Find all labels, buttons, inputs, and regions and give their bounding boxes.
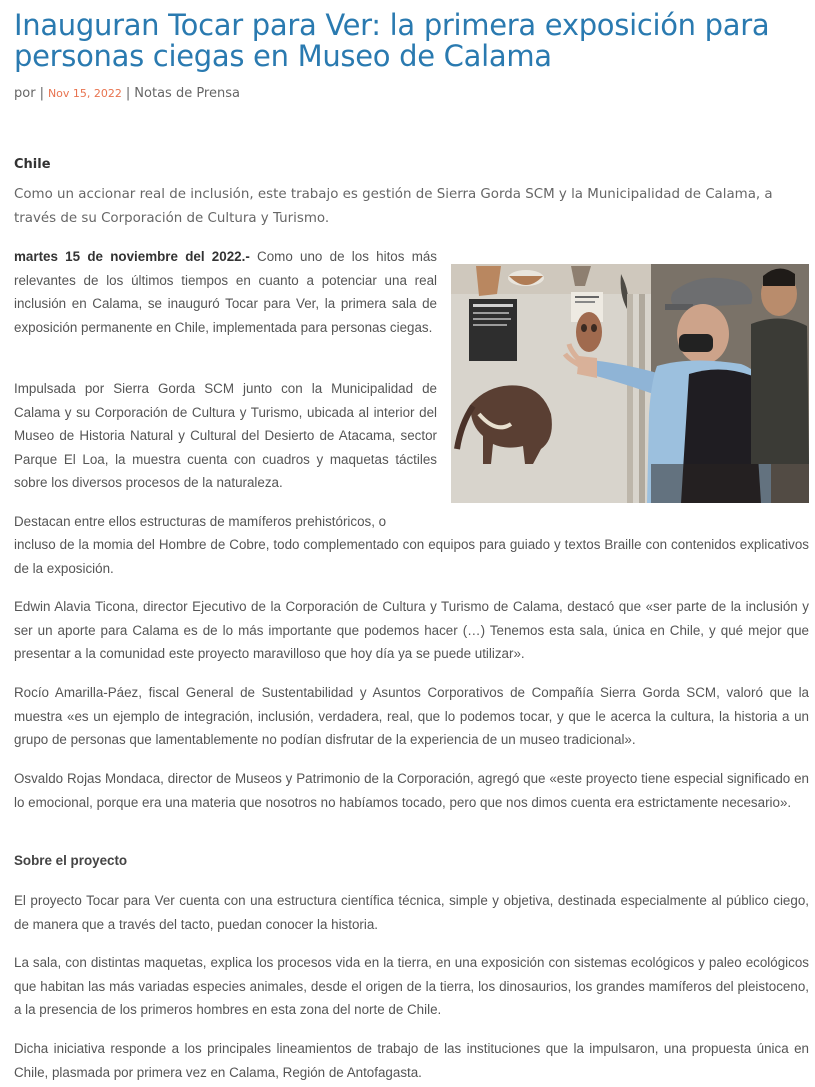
post-meta: por | Nov 15, 2022 | Notas de Prensa (14, 86, 240, 101)
paragraph-1-date: martes 15 de noviembre del 2022.- (14, 249, 250, 264)
paragraph-1-text: Como uno de los hitos más relevantes de los últimos tiempos en cuanto a potenciar una real inclusión en Calama, se inauguró Tocar para Ver, la primera sala de exposición permanente en Chile, implementada para personas ciegas. (14, 249, 437, 335)
post-date: Nov 15, 2022 (47, 87, 122, 100)
region-label: Chile (14, 157, 51, 172)
paragraph-4: Edwin Alavia Ticona, director Ejecutivo de la Corporación de Cultura y Turismo de Calama, destacó que «ser parte de la inclusión y ser un aporte para Calama es de lo más importante que podemos hacer (…) Tenemos esta sala, única en Chile, y qué mejor que presentar a la comunidad este proyecto maravilloso que hoy día ya se puede utilizar». (14, 599, 809, 661)
article-photo (451, 264, 809, 503)
author-label: por (14, 86, 36, 101)
paragraph-3-line1: Destacan entre ellos estructuras de mamíferos prehistóricos, o (14, 514, 387, 529)
paragraph-8: La sala, con distintas maquetas, explica los procesos vida en la tierra, en una exposición con sistemas ecológicos y paleo ecológicos que habitan las más variadas especies animales, desde el origen de la tierra, los dinosaurios, los grandes mamíferos del pleistoceno, a la presencia de los primeros hombres en esta zona del norte de Chile. (14, 955, 809, 1017)
paragraph-5: Rocío Amarilla-Páez, fiscal General de Sustentabilidad y Asuntos Corporativos de Compañía Sierra Gorda SCM, valoró que la muestra «es un ejemplo de integración, inclusión, verdadera, real, que lo podemos tocar, y que le acerca la cultura, la historia a un grupo de personas que lamentablemente no podían disfrutar de la experiencia de un museo tradicional». (14, 685, 809, 747)
lead-paragraph: Como un accionar real de inclusión, este trabajo es gestión de Sierra Gorda SCM y la Municipalidad de Calama, a través de su Corporación de Cultura y Turismo. (14, 187, 773, 226)
section-heading: Sobre el proyecto (14, 853, 128, 868)
paragraph-3: incluso de la momia del Hombre de Cobre, todo complementado con equipos para guiado y textos Braille con contenidos explicativos de la exposición. (14, 537, 809, 576)
paragraph-2: Impulsada por Sierra Gorda SCM junto con la Municipalidad de Calama y su Corporación de Cultura y Turismo, ubicada al interior del Museo de Historia Natural y Cultural del Desierto de Atacama, sector Parque El Loa, la muestra cuenta con cuadros y maquetas táctiles sobre los diversos procesos de la naturaleza. (14, 381, 437, 490)
paragraph-9: Dicha iniciativa responde a los principales lineamientos de trabajo de las instituciones que la impulsaron, una propuesta única en Chile, plasmada por primera vez en Calama, Región de Antofagasta. (14, 1041, 809, 1080)
museum-visitors-illustration (451, 264, 809, 503)
paragraph-7: El proyecto Tocar para Ver cuenta con una estructura científica técnica, simple y objetiva, destinada especialmente al público ciego, de manera que a través del tacto, puedan conocer la historia. (14, 893, 809, 932)
article-title[interactable]: Inauguran Tocar para Ver: la primera exposición para personas ciegas en Museo de Calama (14, 8, 770, 73)
paragraph-1 (14, 245, 437, 339)
paragraph-6: Osvaldo Rojas Mondaca, director de Museos y Patrimonio de la Corporación, agregó que «este proyecto tiene especial significado en lo emocional, porque era una materia que nosotros no habíamos tocado, pero que nos dimos cuenta era estrictamente necesario». (14, 771, 809, 810)
category-link[interactable]: Notas de Prensa (134, 86, 240, 101)
